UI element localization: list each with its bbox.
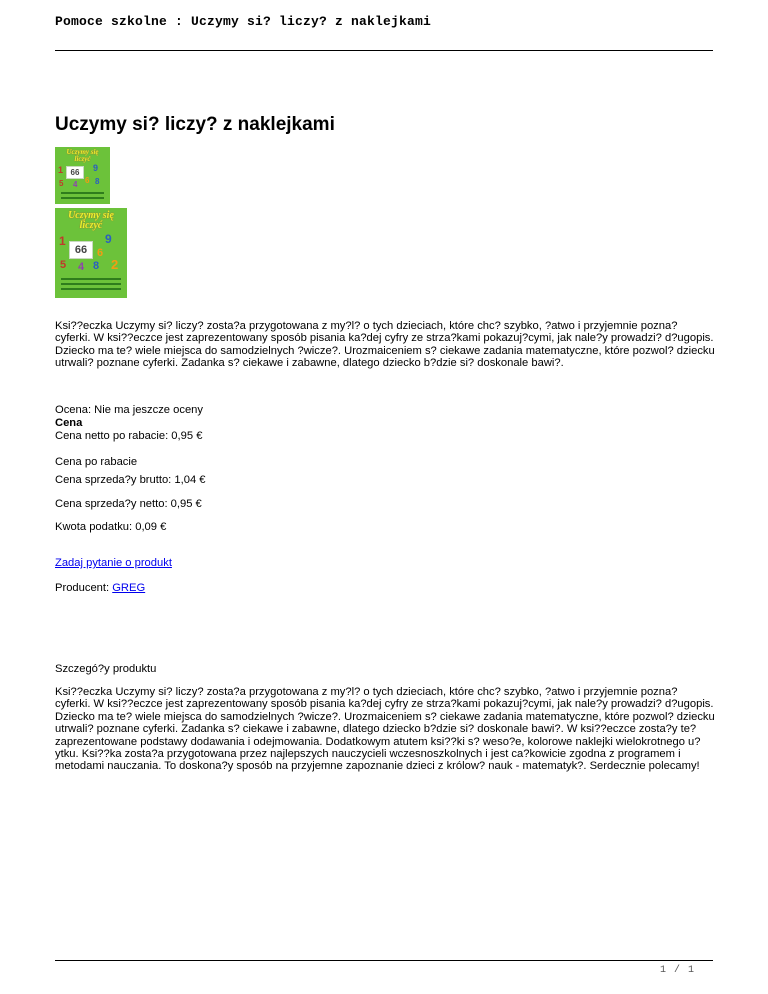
ask-question-row <box>55 557 172 570</box>
cover-decoration <box>61 197 104 199</box>
producer-label: Producent: <box>55 582 110 594</box>
cover-number-sheet: 66 <box>69 241 93 259</box>
price-heading: Cena <box>55 417 83 429</box>
page-number: 1 / 1 <box>659 965 695 976</box>
cover-decoration <box>61 283 121 285</box>
ask-question-link[interactable]: Zadaj pytanie o produkt <box>55 557 172 569</box>
cover-digit: 1 <box>58 165 64 175</box>
cover-digit: 9 <box>105 232 112 246</box>
cover-title: Uczymy się liczyć <box>66 148 99 163</box>
cover-decoration <box>61 278 121 280</box>
cover-digit: 4 <box>73 180 78 189</box>
cover-digit: 5 <box>60 259 67 271</box>
cover-digit: 4 <box>78 261 85 273</box>
tax-amount: Kwota podatku: 0,09 € <box>55 521 167 533</box>
price-after-discount: Cena po rabacie <box>55 456 138 468</box>
product-thumbnail-small[interactable] <box>55 147 110 204</box>
producer-link[interactable]: GREG <box>112 582 146 594</box>
footer-divider <box>55 960 713 961</box>
cover-digit: 9 <box>93 163 99 173</box>
product-image[interactable] <box>55 208 127 298</box>
cover-digit: 6 <box>85 176 90 185</box>
cover-title: Uczymy się liczyć <box>68 210 114 231</box>
net-price: Cena sprzeda?y netto: 0,95 € <box>55 498 202 510</box>
details-heading: Szczegó?y produktu <box>55 663 157 675</box>
cover-decoration <box>61 192 104 194</box>
producer-row <box>55 582 145 595</box>
running-header: Pomoce szkolne : Uczymy si? liczy? z naklejkami <box>55 14 432 29</box>
price-net-after-discount: Cena netto po rabacie: 0,95 € <box>55 430 203 442</box>
cover-decoration <box>61 288 121 290</box>
cover-digit: 2 <box>111 257 119 272</box>
header-divider <box>55 50 713 51</box>
product-short-description: Ksi??eczka Uczymy si? liczy? zosta?a przygotowana z my?l? o tych dzieciach, które chc? szybko, ?atwo i przyjemnie pozna? cyferki. W ksi??eczce jest zaprezentowany sposób pisania ka?dej cyfry ze strza?kami pokazuj?cymi, jak nale?y prowadzi? d?ugopis. Dziecko ma te? wiele miejsca do samodzielnych ?wicze?. Urozmaiceniem s? ciekawe zadania matematyczne, które pozwol? dziecku utrwali? poznane cyferki. Zadanka s? ciekawe i zabawne, dlatego dziecko b?dzie si? doskonale bawi?. <box>55 320 715 370</box>
gross-price: Cena sprzeda?y brutto: 1,04 € <box>55 474 206 486</box>
cover-digit: 1 <box>59 234 66 248</box>
cover-digit: 8 <box>95 177 100 186</box>
product-details-text: Ksi??eczka Uczymy si? liczy? zosta?a przygotowana z my?l? o tych dzieciach, które chc? szybko, ?atwo i przyjemnie pozna? cyferki. W ksi??eczce jest zaprezentowany sposób pisania ka?dej cyfry ze strza?kami pokazuj?cymi, jak nale?y prowadzi? d?ugopis. Dziecko ma te? wiele miejsca do samodzielnych ?wicze?. Urozmaiceniem s? ciekawe zadania matematyczne, które pozwol? dziecku utrwali? poznane cyferki. Zadanka s? ciekawe i zabawne, dlatego dziecko b?dzie si? doskonale bawi?. W ksi??eczce zosta?y te? zaprezentowane podstawy dodawania i odejmowania. Dodatkowym atutem ksi??ki s? weso?e, kolorowe naklejki wielokrotnego u?ytku. Ksi??ka zosta?a przygotowana przez najlepszych nauczycieli wczesnoszkolnych i jest ca?kowicie zgodna z programem i metodami nauczania. To doskona?y sposób na przyjemne zapoznanie dzieci z królow? nauk - matematyk?. Serdecznie polecamy! <box>55 686 715 773</box>
cover-digit: 8 <box>93 260 100 272</box>
cover-digit: 5 <box>59 179 64 188</box>
rating-text: Ocena: Nie ma jeszcze oceny <box>55 404 203 416</box>
product-title: Uczymy si? liczy? z naklejkami <box>55 114 335 135</box>
cover-digit: 6 <box>97 247 104 259</box>
cover-number-sheet: 66 <box>66 166 84 179</box>
